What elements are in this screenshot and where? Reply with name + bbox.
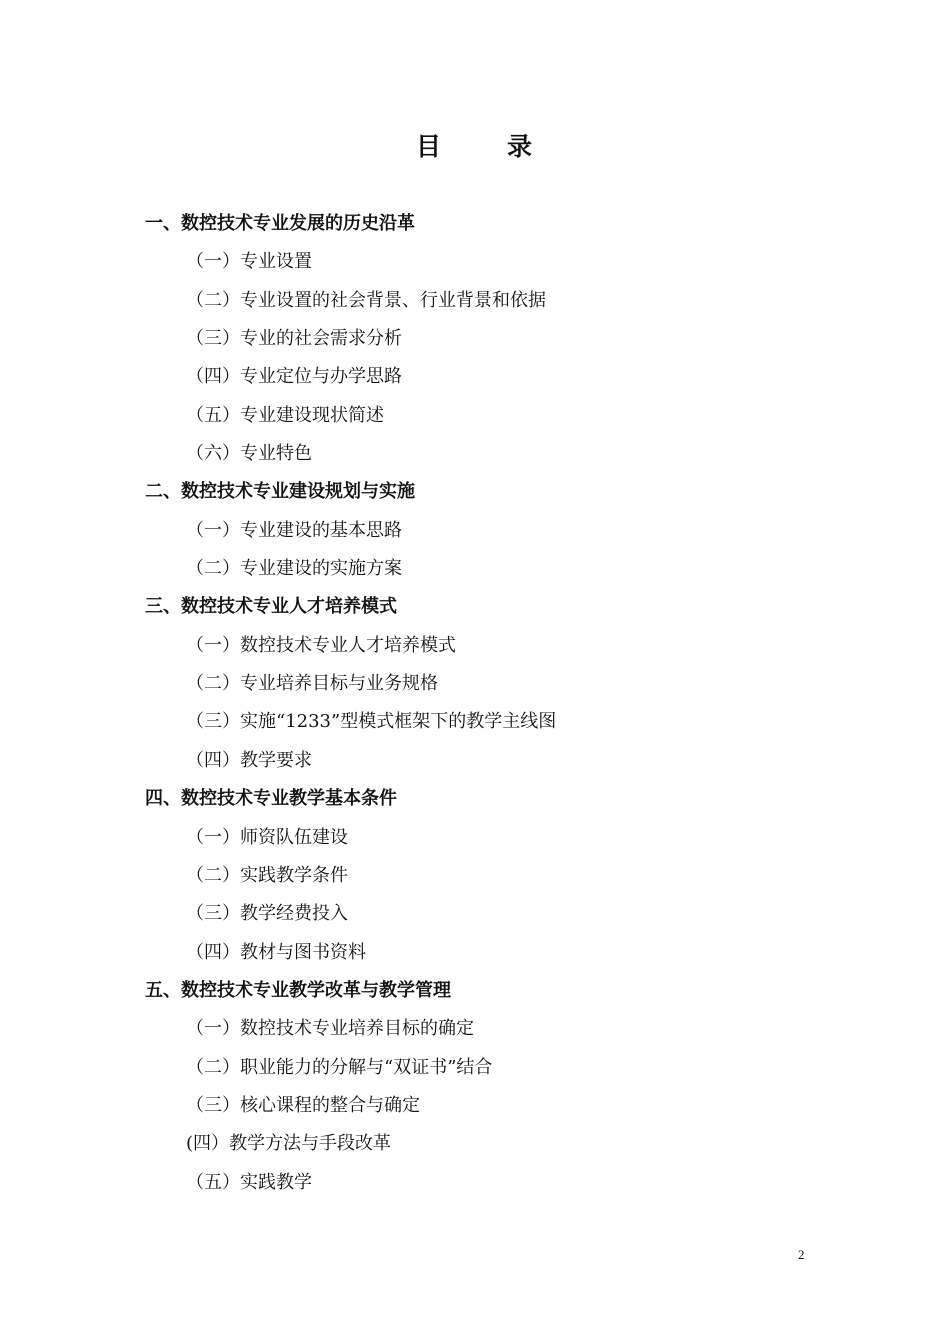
table-of-contents xyxy=(0,205,950,1202)
toc-section-entry: （四）教学要求 xyxy=(186,749,312,771)
toc-chapter-entry: 三、数控技术专业人才培养模式 xyxy=(145,596,397,618)
toc-section-entry: （六）专业特色 xyxy=(186,443,312,465)
page-title-right: 录 xyxy=(507,132,535,161)
toc-section-entry: (四）教学方法与手段改革 xyxy=(186,1133,392,1155)
toc-chapter-entry: 二、数控技术专业建设规划与实施 xyxy=(145,481,415,503)
toc-section-entry: （一）专业设置 xyxy=(186,251,312,273)
page-title xyxy=(0,127,950,163)
toc-section-entry: （五）专业建设现状简述 xyxy=(186,404,384,426)
toc-section-entry: （一）专业建设的基本思路 xyxy=(186,519,402,541)
toc-section-entry: （三）核心课程的整合与确定 xyxy=(186,1094,420,1116)
toc-section-entry: （一）师资队伍建设 xyxy=(186,826,348,848)
toc-chapter-entry: 五、数控技术专业教学改革与教学管理 xyxy=(145,979,451,1001)
toc-section-entry: （四）专业定位与办学思路 xyxy=(186,366,402,388)
toc-section-entry: （二）职业能力的分解与“双证书”结合 xyxy=(186,1056,493,1078)
toc-section-entry: （三）专业的社会需求分析 xyxy=(186,328,402,350)
toc-section-entry: （三）教学经费投入 xyxy=(186,903,348,925)
toc-chapter-entry: 四、数控技术专业教学基本条件 xyxy=(145,788,397,810)
toc-section-entry: （三）实施“1233”型模式框架下的教学主线图 xyxy=(186,711,557,733)
toc-section-entry: （一）数控技术专业培养目标的确定 xyxy=(186,1018,474,1040)
toc-section-entry: （五）实践教学 xyxy=(186,1171,312,1193)
toc-section-entry: （一）数控技术专业人才培养模式 xyxy=(186,634,456,656)
toc-section-entry: （四）教材与图书资料 xyxy=(186,941,366,963)
page-title-left: 目 xyxy=(415,132,443,161)
toc-section-entry: （二）专业培养目标与业务规格 xyxy=(186,673,438,695)
toc-section-entry: （二）专业设置的社会背景、行业背景和依据 xyxy=(186,289,546,311)
toc-section-entry: （二）实践教学条件 xyxy=(186,864,348,886)
toc-section-entry: （二）专业建设的实施方案 xyxy=(186,558,402,580)
page-number: 2 xyxy=(798,1247,805,1262)
toc-chapter-entry: 一、数控技术专业发展的历史沿革 xyxy=(145,213,415,234)
